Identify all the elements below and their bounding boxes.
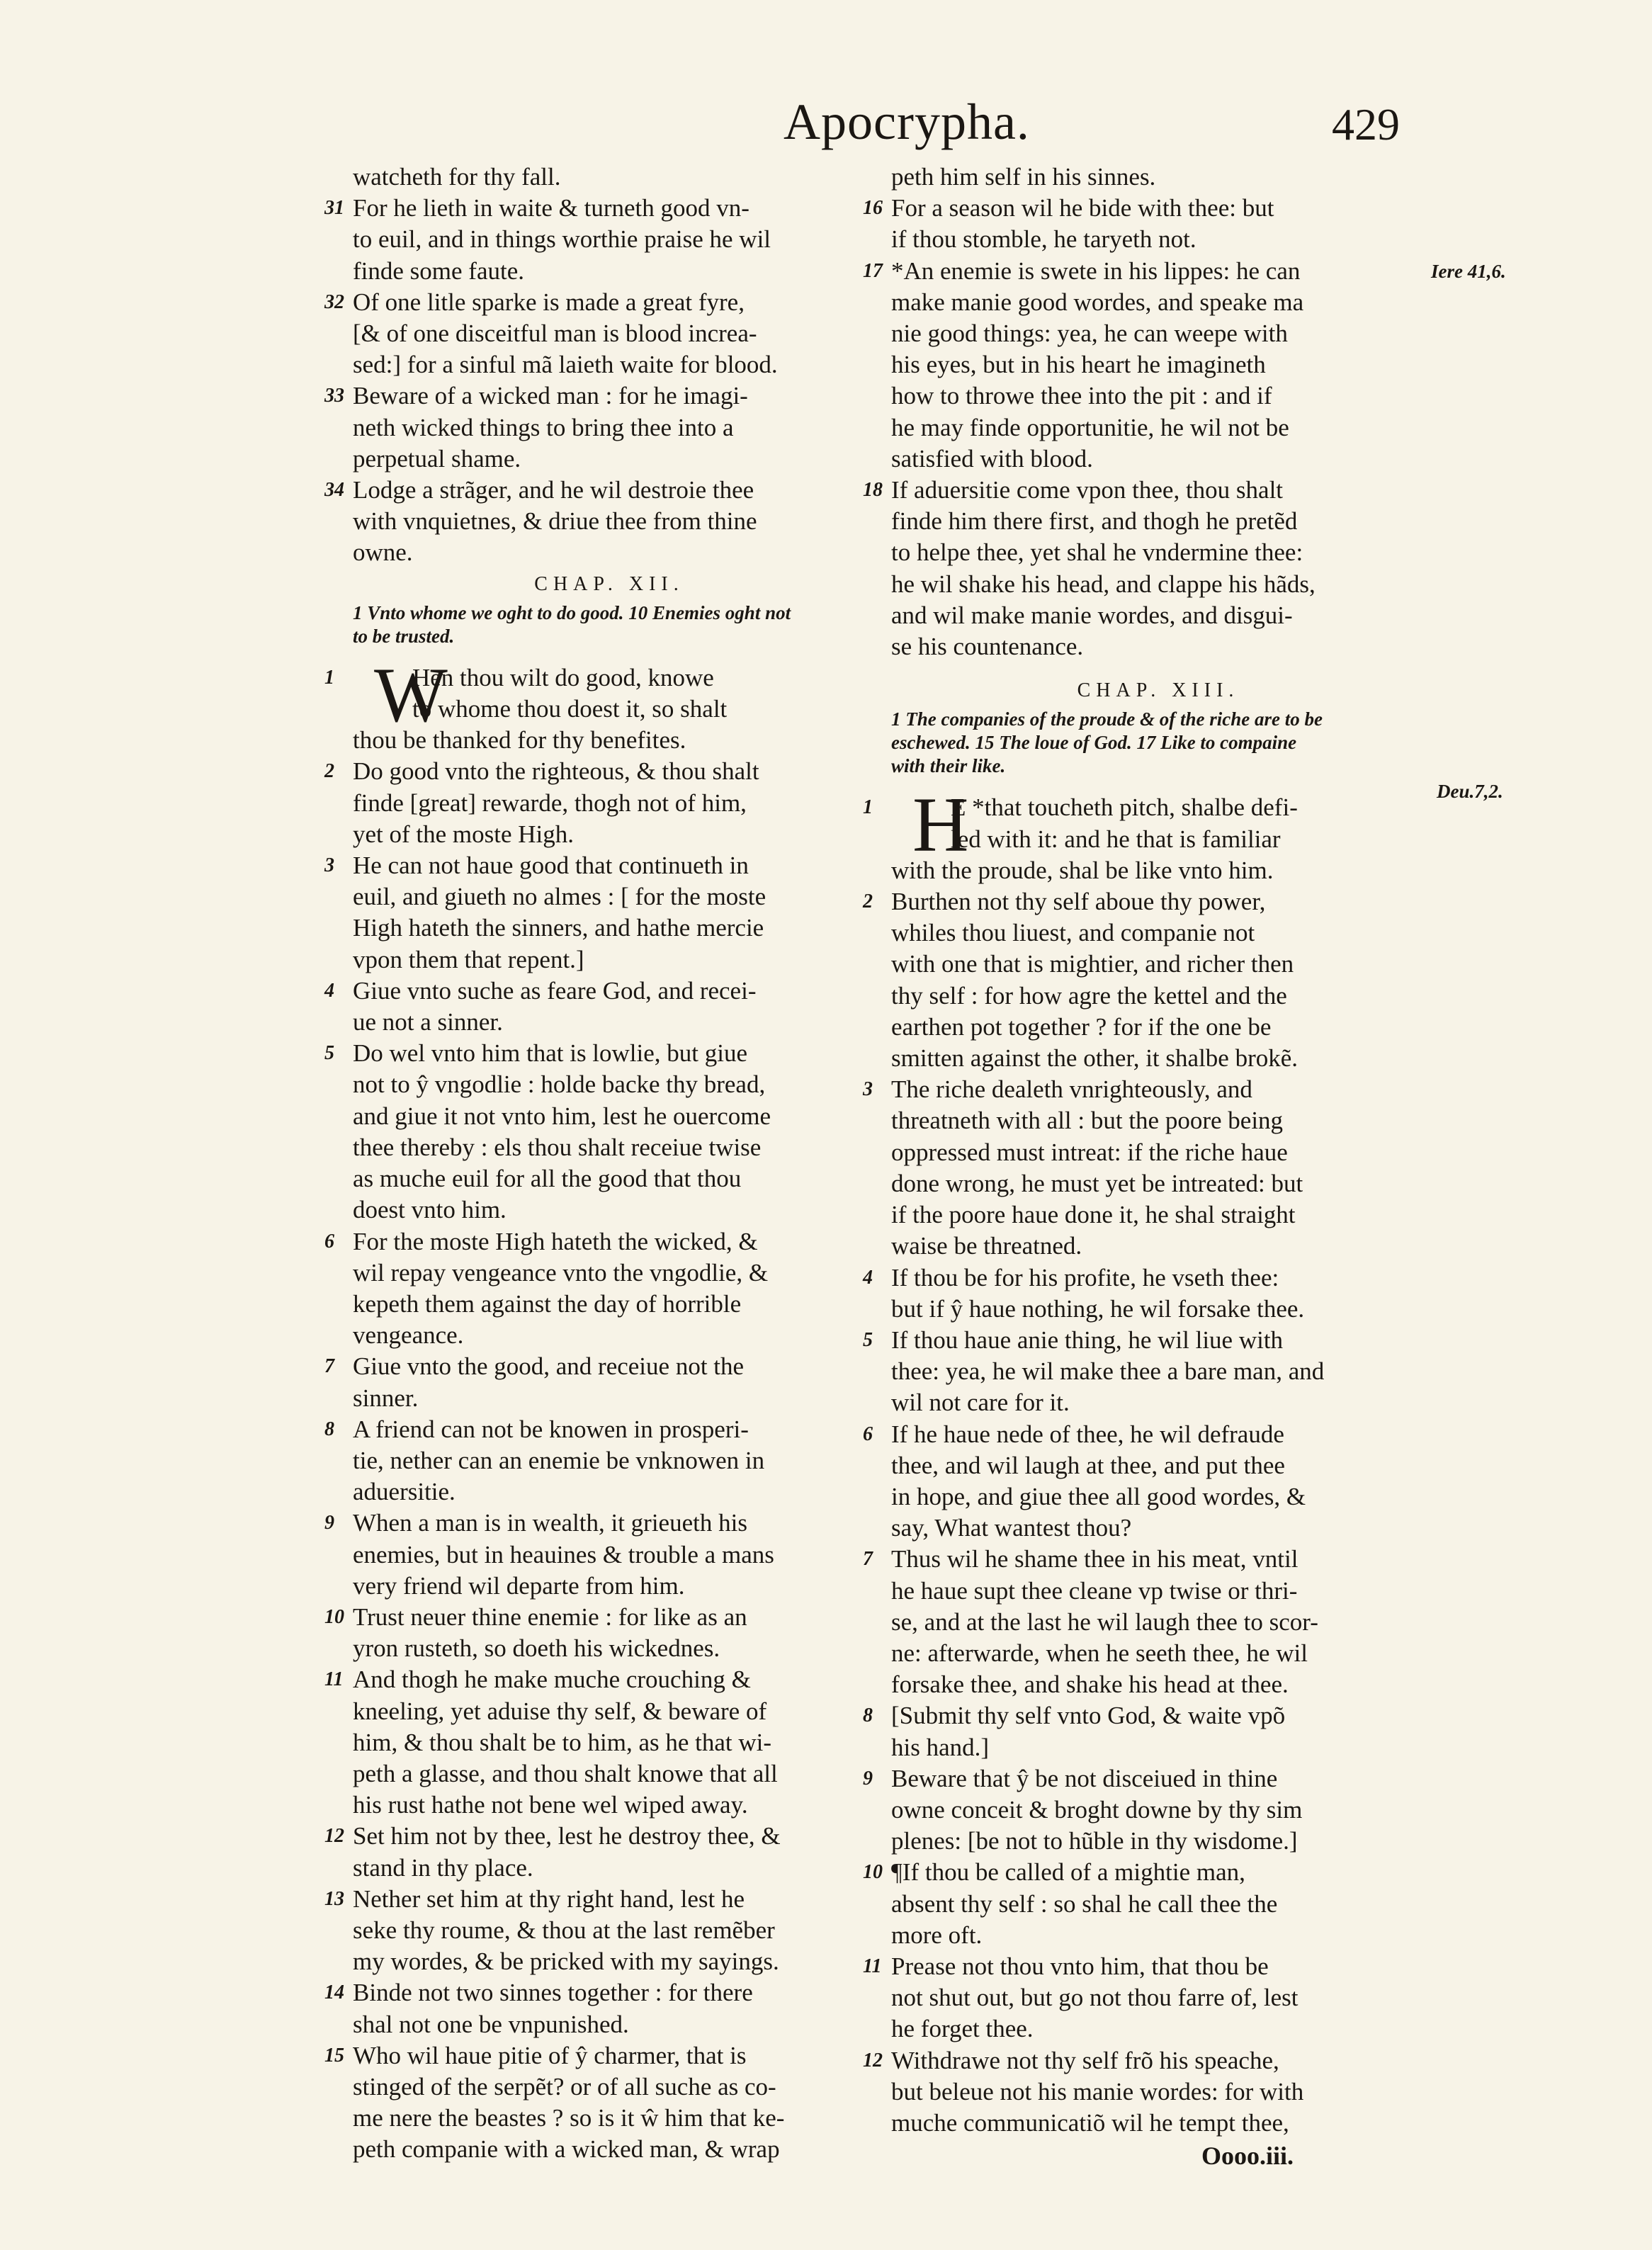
verse-line: to helpe thee, yet shal he vndermine thee: <box>891 538 1303 567</box>
verse-line: For the moste High hateth the wicked, & 6 <box>333 1226 871 1257</box>
verse-line: owne conceit & broght downe by thy sim <box>891 1795 1303 1824</box>
verse-line: Do wel vnto him that is lowlie, but giue 5 <box>333 1038 871 1069</box>
verse-line: aduersitie. <box>353 1478 456 1506</box>
verse-line: wil repay vengeance vnto the vngodlie, & <box>353 1258 769 1287</box>
verse-line: thee thereby : els thou shalt receiue twise <box>353 1133 762 1161</box>
verse-line: se his countenance. <box>891 633 1084 661</box>
verse-line: not to ŷ vngodlie : holde backe thy bread, <box>353 1070 766 1099</box>
verse-line: not shut out, but go not thou farre of, lest <box>891 1984 1299 2012</box>
first-verse-line: Hen thou wilt do good, knowe 1 W <box>324 651 714 738</box>
verse-line: euil, and giueth no almes : [ for the moste <box>353 883 766 911</box>
verse-line: his hand.] <box>891 1733 990 1761</box>
verse-line: Thus wil he shame thee in his meat, vntil 7 <box>871 1544 1431 1575</box>
verse-line: The riche dealeth vnrighteously, and 3 <box>871 1074 1431 1105</box>
verse-line: my wordes, & be pricked with my sayings. <box>353 1947 779 1976</box>
verse-line: he wil shake his head, and clappe his hãds, <box>891 570 1316 598</box>
verse-number: 31 <box>324 197 344 220</box>
running-head-title: Apocrypha. <box>783 94 1030 150</box>
verse-line: Burthen not thy self aboue thy power, 2 <box>871 886 1431 917</box>
verses-a <box>863 193 1431 662</box>
verse-line: Binde not two sinnes together : for there 14 <box>333 1977 871 2008</box>
verse-number: 11 <box>324 1668 344 1691</box>
verse-line: earthen pot together ? for if the one be <box>891 1012 1272 1041</box>
verse-line: threatneth with all : but the poore being <box>891 1107 1284 1135</box>
verse-number: 9 <box>863 1767 873 1790</box>
verse-line: and giue it not vnto him, lest he ouercome <box>353 1102 771 1130</box>
verse-line: oppressed must intreat: if the riche haue <box>891 1138 1288 1166</box>
verse-line: he forget thee. <box>891 2015 1034 2043</box>
verse-number: 18 <box>863 479 883 502</box>
argument-line: 1 The companies of the proude & of the riche are to be <box>891 708 1323 730</box>
verse-number: 11 <box>863 1955 882 1977</box>
verse-line: doest vnto him. <box>353 1196 507 1224</box>
verse-line: but beleue not his manie wordes: for with <box>891 2077 1304 2105</box>
verse-line: Lodge a strãger, and he wil destroie thee 34 <box>333 475 871 506</box>
verse-line: For a season wil he bide with thee: but 16 <box>871 193 1431 224</box>
verse-line: For he lieth in waite & turneth good vn- 31 <box>333 193 871 224</box>
verse-line: kepeth them against the day of horrible <box>353 1289 742 1318</box>
verse-line: him, & thou shalt be to him, as he that wi- <box>353 1728 772 1756</box>
verse-line: yet of the moste High. <box>353 820 575 848</box>
verse-line: sinner. <box>353 1384 419 1412</box>
verse-line: [Submit thy self vnto God, & waite vpõ 8 <box>871 1700 1431 1731</box>
margin-note-cross-reference: Deu.7,2. <box>1437 781 1503 802</box>
verse-line: done wrong, he must yet be intreated: but <box>891 1169 1303 1197</box>
verse-number: 14 <box>324 1982 344 2004</box>
verse-number: 15 <box>324 2044 344 2067</box>
verse-number: 8 <box>324 1418 334 1440</box>
verse-number: 2 <box>324 760 334 783</box>
verse-number: 10 <box>324 1605 344 1628</box>
verse-line: If aduersitie come vpon thee, thou shalt 18 <box>871 475 1431 506</box>
verse-line: Prease not thou vnto him, that thou be 11 <box>871 1951 1431 1982</box>
verse-line: Giue vnto the good, and receiue not the 7 <box>333 1351 871 1382</box>
verse-line: peth companie with a wicked man, & wrap <box>353 2135 780 2164</box>
verse-line: Who wil haue pitie of ŷ charmer, that is 15 <box>333 2040 871 2071</box>
verse-line: forsake thee, and shake his head at thee. <box>891 1670 1289 1699</box>
first-verse <box>863 781 1431 886</box>
verse-line: perpetual shame. <box>353 444 521 473</box>
verse-line: Set him not by thee, lest he destroy thee, & 12 <box>333 1821 871 1852</box>
verse-number: 4 <box>324 979 334 1002</box>
verse-line: If he haue nede of thee, he wil defraude 6 <box>871 1419 1431 1450</box>
left-column <box>324 162 871 2166</box>
verse-line: peth a glasse, and thou shalt knowe that all <box>353 1759 778 1787</box>
verse-number: 17 <box>863 259 883 282</box>
verse-line: ue not a sinner. <box>353 1008 503 1036</box>
verse-line: Do good vnto the righteous, & thou shalt 2 <box>333 756 871 787</box>
verse-line: tie, nether can an enemie be vnknowen in <box>353 1446 765 1474</box>
verse-line: thee, and wil laugh at thee, and put thee <box>891 1451 1285 1479</box>
first-verse-line: thou be thanked for thy benefites. <box>353 726 686 754</box>
verse-number: 3 <box>324 854 334 877</box>
verse-line: how to throwe thee into the pit : and if <box>891 382 1272 410</box>
verse-line: vengeance. <box>353 1321 464 1350</box>
verse-line: *An enemie is swete in his lippes: he can 17 <box>871 256 1431 287</box>
first-verse-line: with the proude, shal be like vnto him. <box>891 856 1274 884</box>
verse-number: 32 <box>324 290 344 313</box>
verse-line: muche communicatiõ wil he tempt thee, <box>891 2108 1289 2137</box>
verse-line: as muche euil for all the good that thou <box>353 1165 742 1193</box>
verse-line: neth wicked things to bring thee into a <box>353 413 734 441</box>
verse-line: When a man is in wealth, it grieueth his 9 <box>333 1508 871 1539</box>
verse-number: 4 <box>863 1266 873 1289</box>
verse-line: shal not one be vnpunished. <box>353 2010 629 2038</box>
verse-number: 2 <box>863 891 873 913</box>
verse-line: finde him there first, and thogh he pretẽd <box>891 507 1298 536</box>
verse-line: wil not care for it. <box>891 1389 1070 1417</box>
verse-number: 6 <box>863 1423 873 1445</box>
verse-line: [& of one disceitful man is blood increa- <box>353 320 757 348</box>
verse-line: with one that is mightier, and richer then <box>891 950 1294 978</box>
argument-line: 1 Vnto whome we oght to do good. 10 Enemies oght not <box>353 601 791 623</box>
drop-capital: W <box>374 651 448 738</box>
verse-number: 12 <box>324 1825 344 1848</box>
argument-line: with their like. <box>891 755 1006 777</box>
verse-number: 1 <box>863 796 873 819</box>
verse-line: enemies, but in heauines & trouble a mans <box>353 1540 774 1568</box>
verse-line: stand in thy place. <box>353 1853 533 1882</box>
verse-line: ¶If thou be called of a mightie man, 10 <box>871 1857 1431 1888</box>
verse-line: He can not haue good that continueth in 3 <box>333 850 871 881</box>
margin-note-cross-reference: Iere 41,6. <box>1431 261 1506 282</box>
chapter-heading: CHAP. XIII. <box>1077 679 1240 702</box>
verse-line: his rust hathe not bene wel wiped away. <box>353 1791 748 1819</box>
verse-number: 33 <box>324 385 344 407</box>
verse-line: say, What wantest thou? <box>891 1514 1132 1542</box>
verse-line: very friend wil departe from him. <box>353 1571 685 1600</box>
argument-line: eschewed. 15 The loue of God. 17 Like to compaine <box>891 732 1297 754</box>
verse-line: Giue vnto suche as feare God, and recei- 4 <box>333 976 871 1007</box>
verse-line: sed:] for a sinful mã laieth waite for blood. <box>353 351 778 379</box>
verse-line: thy self : for how agre the kettel and the <box>891 981 1287 1010</box>
verse-line: in hope, and giue thee all good wordes, & <box>891 1482 1306 1510</box>
first-verse-line: led with it: and he that is familiar <box>951 825 1281 853</box>
verse-number: 16 <box>863 197 883 220</box>
verse-line: his eyes, but in his heart he imagineth <box>891 351 1266 379</box>
verse-line: waise be threatned. <box>891 1232 1082 1260</box>
verse-line: satisfied with blood. <box>891 444 1093 473</box>
verse-line: finde [great] rewarde, thogh not of him, <box>353 788 747 817</box>
verse-number: 8 <box>863 1705 873 1727</box>
verse-number: 7 <box>863 1548 873 1571</box>
verse-line: vpon them that repent.] <box>353 945 584 973</box>
verse-line: Trust neuer thine enemie : for like as an 10 <box>333 1602 871 1633</box>
verse-line: finde some faute. <box>353 256 524 285</box>
continuation-line: watcheth for thy fall. <box>353 163 561 191</box>
verse-line: more oft. <box>891 1921 983 1949</box>
first-verse-line: E *that toucheth pitch, shalbe defi- 1 H <box>863 781 1298 869</box>
verse-number: 3 <box>863 1078 873 1101</box>
verse-line: if thou stomble, he taryeth not. <box>891 225 1196 254</box>
verse-line: me nere the beastes ? so is it ŵ him that ke- <box>353 2104 785 2132</box>
verse-line: If thou be for his profite, he vseth thee: 4 <box>871 1262 1431 1294</box>
verse-line: Withdrawe not thy self frõ his speache, 12 <box>871 2045 1431 2076</box>
continuation-line: peth him self in his sinnes. <box>891 163 1156 191</box>
page-number: 429 <box>1332 99 1400 149</box>
verse-line: Of one litle sparke is made a great fyre, 32 <box>333 287 871 318</box>
verse-number: 9 <box>324 1512 334 1534</box>
verse-line: If thou haue anie thing, he wil liue with 5 <box>871 1325 1431 1356</box>
verse-line: owne. <box>353 538 413 567</box>
verse-line: to euil, and in things worthie praise he wil <box>353 225 771 254</box>
verse-line: he haue supt thee cleane vp twise or thri- <box>891 1576 1298 1605</box>
first-verse-line: to whome thou doest it, so shalt <box>412 695 728 723</box>
verse-line: se, and at the last he wil laugh thee to scor- <box>891 1607 1318 1636</box>
verse-line: make manie good wordes, and speake ma <box>891 288 1304 316</box>
verse-line: but if ŷ haue nothing, he wil forsake thee. <box>891 1294 1305 1323</box>
verse-number: 34 <box>324 479 344 502</box>
verse-line: yron rusteth, so doeth his wickednes. <box>353 1634 720 1663</box>
chapter-argument <box>333 601 871 648</box>
first-verse <box>324 651 871 757</box>
verse-number: 7 <box>324 1355 334 1378</box>
verse-line: thee: yea, he wil make thee a bare man, and <box>891 1357 1325 1386</box>
verses-b <box>863 886 1431 2139</box>
verse-line: Nether set him at thy right hand, lest he 13 <box>333 1884 871 1915</box>
verse-line: kneeling, yet aduise thy self, & beware of <box>353 1697 767 1725</box>
verse-line: Beware of a wicked man : for he imagi- 33 <box>333 380 871 412</box>
verse-line: with vnquietnes, & driue thee from thine <box>353 507 757 536</box>
verse-line: absent thy self : so shal he call thee the <box>891 1889 1278 1918</box>
verse-line: ne: afterwarde, when he seeth thee, he wil <box>891 1639 1308 1667</box>
verse-line: smitten against the other, it shalbe brokẽ. <box>891 1044 1299 1073</box>
verse-number: 5 <box>324 1042 334 1065</box>
signature-mark: Oooo.iii. <box>1201 2142 1294 2170</box>
verse-number: 10 <box>863 1861 883 1884</box>
verse-number: 12 <box>863 2049 883 2071</box>
verse-line: and wil make manie wordes, and disgui- <box>891 601 1293 629</box>
verse-number: 1 <box>324 666 334 689</box>
verse-line: nie good things: yea, he can weepe with <box>891 320 1288 348</box>
chapter-heading: CHAP. XII. <box>534 572 684 595</box>
verse-number: 6 <box>324 1230 334 1253</box>
verse-line: High hateth the sinners, and hathe mercie <box>353 914 764 942</box>
verse-line: if the poore haue done it, he shal straight <box>891 1201 1296 1229</box>
drop-capital: H <box>912 781 969 869</box>
verse-line: And thogh he make muche crouching & 11 <box>333 1664 871 1695</box>
argument-line: to be trusted. <box>353 625 455 647</box>
verses-a <box>324 193 871 568</box>
verse-number: 5 <box>863 1328 873 1351</box>
verse-line: A friend can not be knowen in prosperi- 8 <box>333 1414 871 1445</box>
verse-line: he may finde opportunitie, he wil not be <box>891 413 1289 441</box>
verse-line: stinged of the serpẽt? or of all suche as co- <box>353 2072 776 2101</box>
right-column <box>863 162 1431 2139</box>
verse-number: 13 <box>324 1887 344 1910</box>
verse-line: plenes: [be not to hũble in thy wisdome.] <box>891 1827 1298 1855</box>
verse-line: seke thy roume, & thou at the last remẽber <box>353 1916 775 1944</box>
chapter-argument <box>871 708 1431 778</box>
verse-line: whiles thou liuest, and companie not <box>891 919 1255 947</box>
verse-line: Beware that ŷ be not disceiued in thine 9 <box>871 1763 1431 1794</box>
verses-b <box>324 756 871 2165</box>
